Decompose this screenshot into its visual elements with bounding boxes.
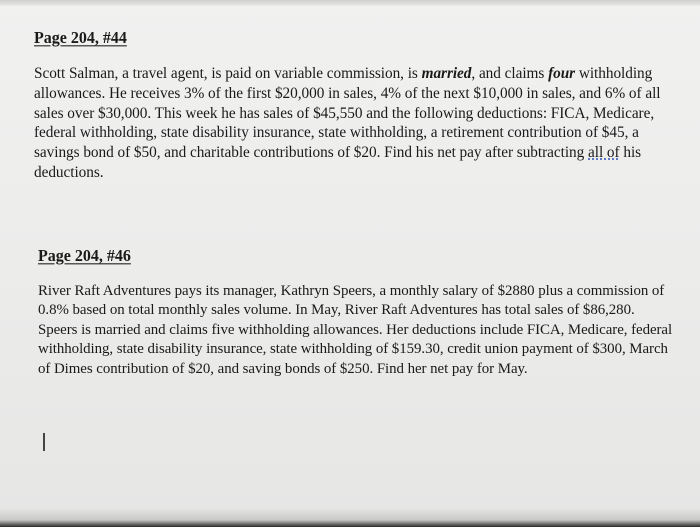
text-emphasis: married <box>421 65 472 82</box>
problem-text[interactable] <box>38 282 674 379</box>
text-segment: withholding allowances. He receives 3% of the first $20,000 in sales, 4% of the next $10,000 in sales, and 6% of all sales over $30,000. This week he has sales of $45,550 and the following deductions: FICA, Medicare, federal withholding, state disability insurance, state withholding, a retirement contribution of $45, a savings bond of $50, and charitable contributions of $20. Find his net pay after subtracting <box>34 65 661 162</box>
text-segment: his deductions. <box>34 144 642 181</box>
problem-46 <box>38 248 674 379</box>
problem-heading: Page 204, #46 <box>38 247 131 266</box>
text-segment: River Raft Adventures pays its manager, Kathryn Speers, a monthly salary of $2880 plus a commission of 0.8% based on total monthly sales volume. In May, River Raft Adventures has total sales of $86,280. Speers is married and claims five withholding allowances. Her deductions include FICA, Medicare, federal withholding, state disability insurance, state withholding of $159.30, credit union payment of $300, March of Dimes contribution of $20, and saving bonds of $250. Find her net pay for May. <box>38 283 673 377</box>
problem-44 <box>34 30 674 183</box>
screen-top-edge <box>0 0 700 6</box>
text-underlined: all of <box>588 144 620 162</box>
text-emphasis: four <box>548 65 576 82</box>
screen-bottom-edge <box>0 509 700 527</box>
text-segment: , and claims <box>471 65 549 82</box>
problem-text[interactable] <box>34 64 674 183</box>
text-segment: Scott Salman, a travel agent, is paid on variable commission, is <box>34 65 422 82</box>
problem-heading: Page 204, #44 <box>34 29 127 48</box>
text-cursor <box>43 433 45 451</box>
